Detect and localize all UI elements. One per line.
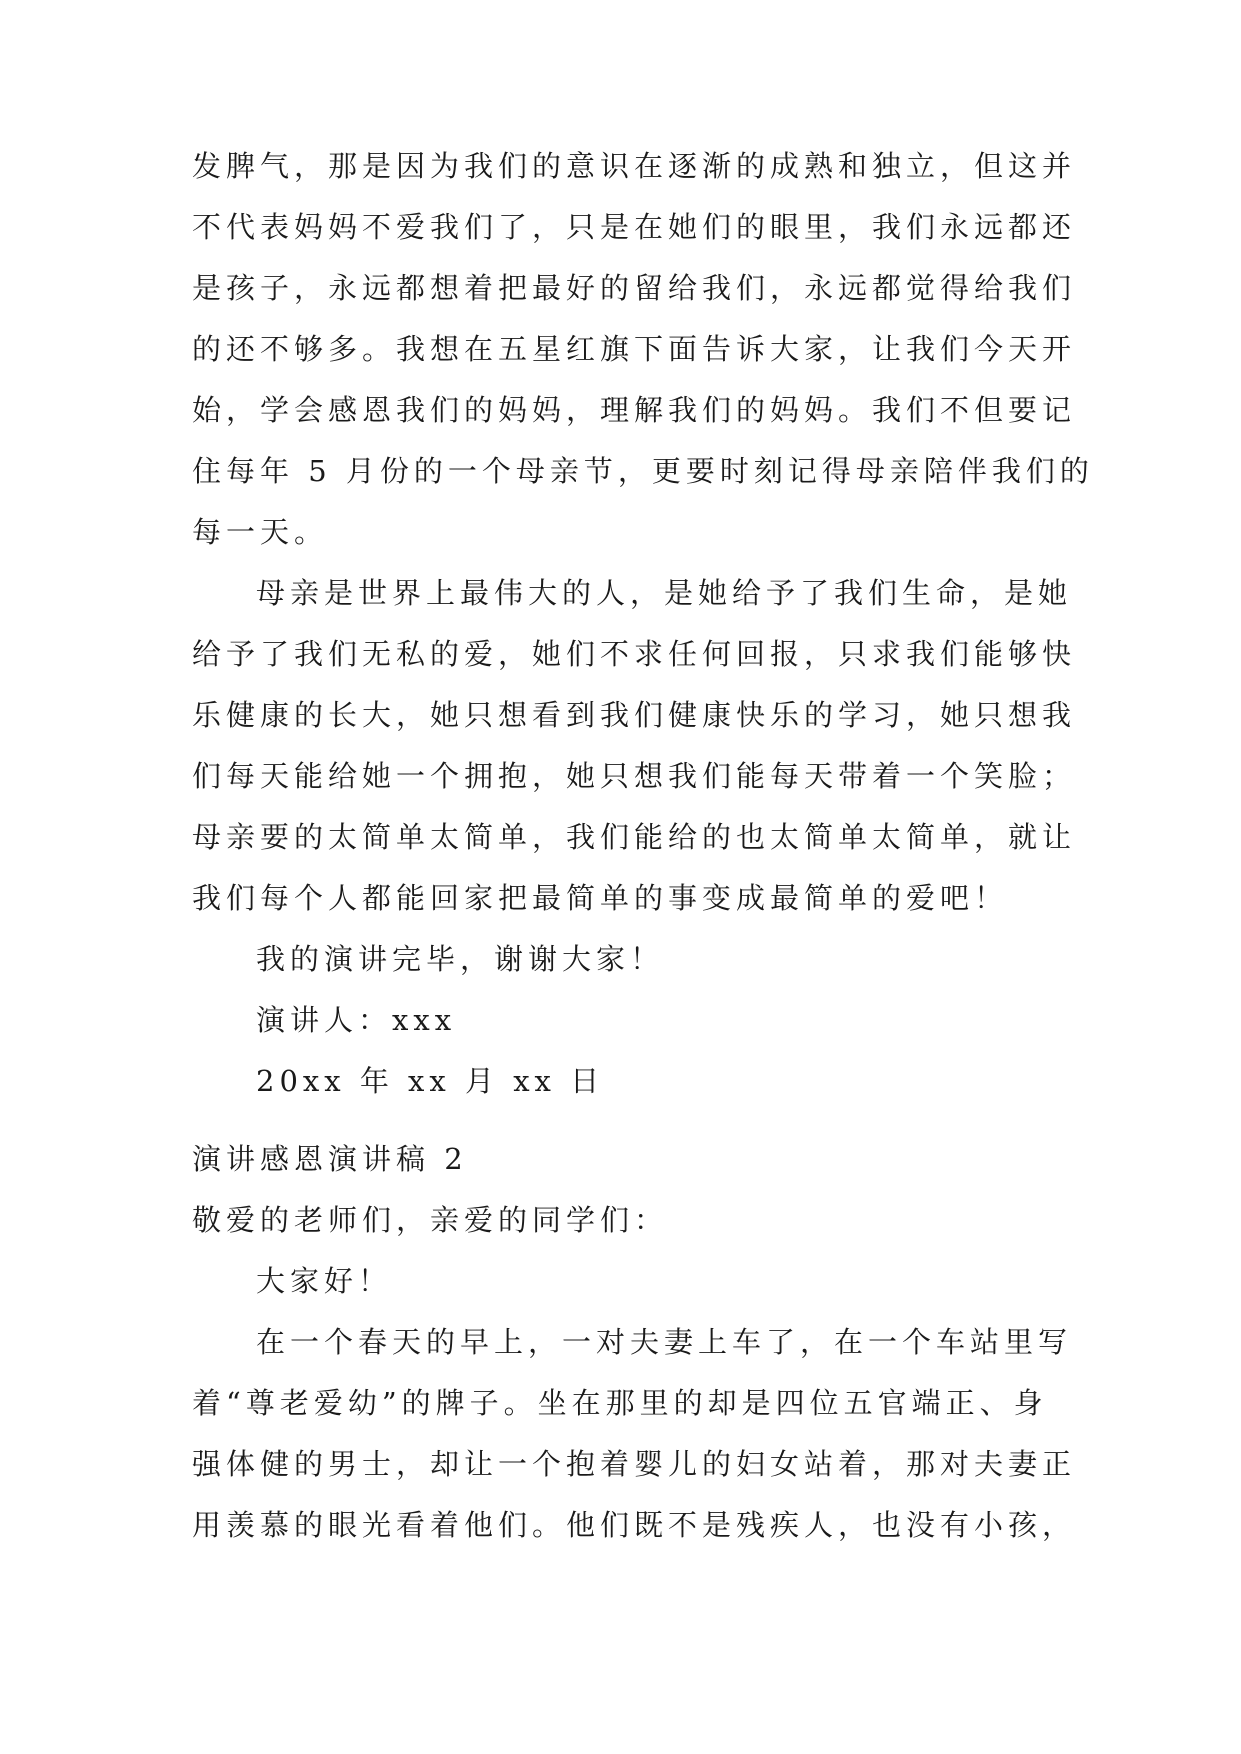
text-line: 始，学会感恩我们的妈妈，理解我们的妈妈。我们不但要记 <box>192 393 1077 427</box>
text-line: 着“尊老爱幼”的牌子。坐在那里的却是四位五官端正、身 <box>192 1386 1048 1420</box>
text-line: 住每年 5 月份的一个母亲节，更要时刻记得母亲陪伴我们的 <box>192 454 1094 488</box>
greeting: 大家好！ <box>256 1264 393 1298</box>
text-line: 是孩子，永远都想着把最好的留给我们，永远都觉得给我们 <box>192 271 1077 305</box>
section-title: 演讲感恩演讲稿 2 <box>192 1142 468 1176</box>
text-line: 给予了我们无私的爱，她们不求任何回报，只求我们能够快 <box>192 637 1077 671</box>
salutation: 敬爱的老师们，亲爱的同学们： <box>192 1203 669 1237</box>
text-line: 每一天。 <box>192 515 329 549</box>
paragraph-start-line: 在一个春天的早上，一对夫妻上车了，在一个车站里写 <box>256 1325 1073 1359</box>
text-line: 发脾气，那是因为我们的意识在逐渐的成熟和独立，但这并 <box>192 149 1077 183</box>
text-line: 我们每个人都能回家把最简单的事变成最简单的爱吧！ <box>192 881 1009 915</box>
paragraph-start-line: 母亲是世界上最伟大的人，是她给予了我们生命，是她 <box>256 576 1073 610</box>
speaker-line: 演讲人：xxx <box>256 1003 457 1037</box>
closing-line: 我的演讲完毕，谢谢大家！ <box>256 942 665 976</box>
text-line: 乐健康的长大，她只想看到我们健康快乐的学习，她只想我 <box>192 698 1077 732</box>
text-line: 不代表妈妈不爱我们了，只是在她们的眼里，我们永远都还 <box>192 210 1077 244</box>
text-line: 母亲要的太简单太简单，我们能给的也太简单太简单，就让 <box>192 820 1077 854</box>
text-line: 用羡慕的眼光看着他们。他们既不是残疾人，也没有小孩， <box>192 1508 1077 1542</box>
text-line: 的还不够多。我想在五星红旗下面告诉大家，让我们今天开 <box>192 332 1077 366</box>
text-line: 强体健的男士，却让一个抱着婴儿的妇女站着，那对夫妻正 <box>192 1447 1077 1481</box>
text-line: 们每天能给她一个拥抱，她只想我们能每天带着一个笑脸； <box>192 759 1077 793</box>
body-text-part1 <box>192 136 1094 1112</box>
date-line: 20xx 年 xx 月 xx 日 <box>256 1064 605 1098</box>
section-2 <box>192 1129 1077 1556</box>
